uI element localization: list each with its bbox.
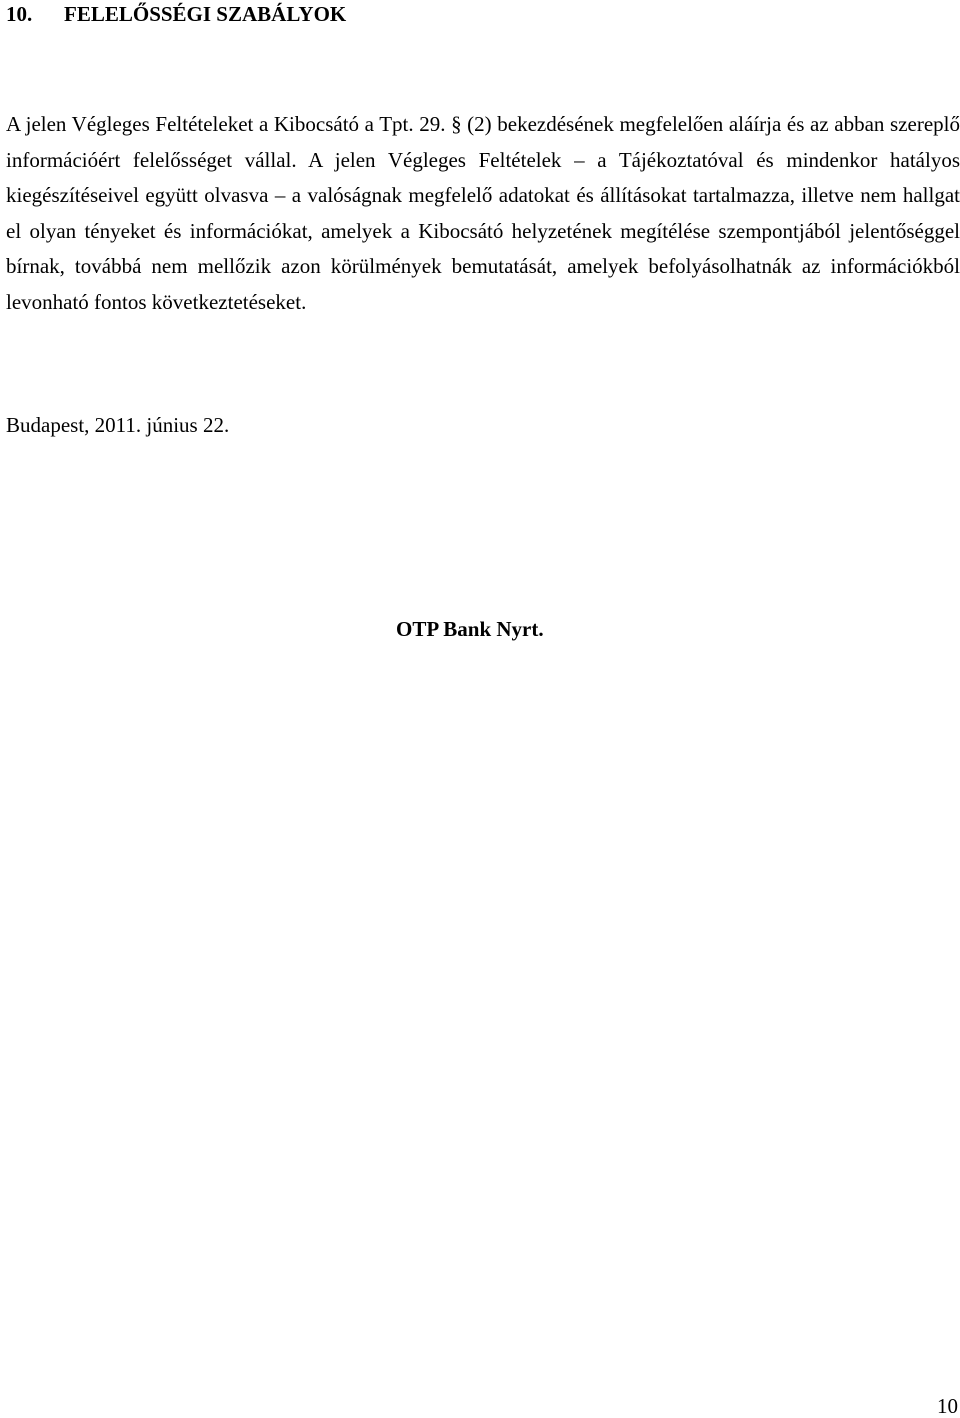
place-and-date: Budapest, 2011. június 22. — [6, 413, 230, 437]
body-paragraph: A jelen Végleges Feltételeket a Kibocsátó a Tpt. 29. § (2) bekezdésének megfelelően aláírja és az abban szereplő információért felelősséget vállal. A jelen Végleges Feltételek – a Tájékoztatóval és mindenkor hatályos kiegészítéseivel együtt olvasva – a valóságnak megfelelő adatokat és állításokat tartalmazza, illetve nem hallgat el olyan tényeket és információkat, amelyek a Kibocsátó helyzetének megítélése szempontjából jelentőséggel bírnak, továbbá nem mellőzik azon körülmények bemutatását, amelyek befolyásolhatnák az információkból levonható fontos következtetéseket. — [6, 112, 960, 314]
section-number: 10. — [6, 2, 33, 26]
section-title: FELELŐSSÉGI SZABÁLYOK — [64, 2, 347, 26]
signatory-name: OTP Bank Nyrt. — [396, 617, 544, 641]
section-heading — [6, 0, 346, 28]
page-number: 10 — [937, 1394, 958, 1418]
